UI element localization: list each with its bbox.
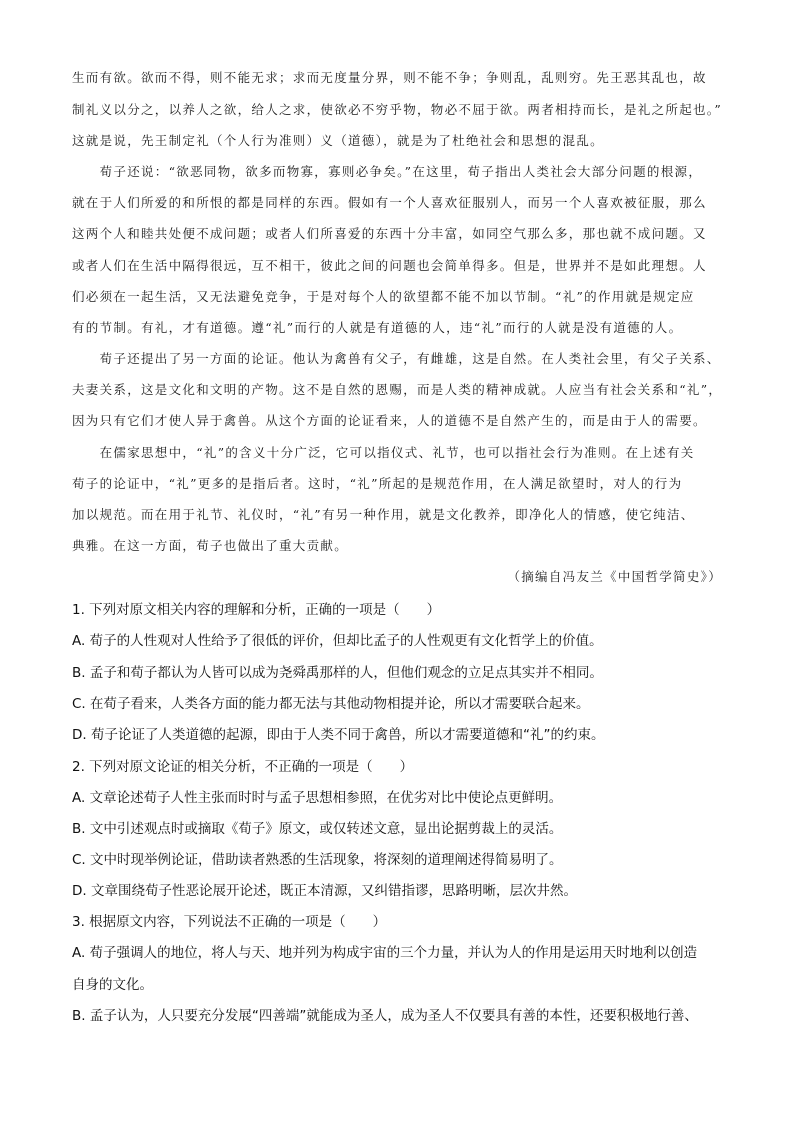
passage-line: 们必须在一起生活，又无法避免竞争，于是对每个人的欲望都不能不加以节制。“礼”的作用就是规定应 bbox=[72, 289, 695, 304]
passage-line: 制礼义以分之，以养人之欲，给人之求，使欲必不穷乎物，物必不屈于欲。两者相持而长，是礼之所起也。” bbox=[72, 102, 723, 117]
question-2-option-a[interactable]: A. 文章论述荀子人性主张而时时与孟子思想相参照，在优劣对比中使论点更鲜明。 bbox=[72, 790, 563, 806]
passage-line: 这就是说，先王制定礼（个人行为准则）义（道德），就是为了杜绝社会和思想的混乱。 bbox=[72, 133, 604, 148]
passage-line: 有的节制。有礼，才有道德。遵“礼”而行的人就是有道德的人，违“礼”而行的人就是没有道德的人。 bbox=[72, 320, 683, 335]
passage-line: 因为只有它们才使人异于禽兽。从这个方面的论证看来，人的道德不是自然产生的，而是由于人的需要。 bbox=[72, 413, 707, 428]
question-3-option-a-continued: 自身的文化。 bbox=[72, 977, 153, 993]
passage-line: 或者人们在生活中隔得很远，互不相干，彼此之间的问题也会简单得多。但是，世界并不是如此理想。人 bbox=[72, 258, 707, 273]
passage-line: 荀子还说：“欲恶同物，欲多而物寡，寡则必争矣。”在这里，荀子指出人类社会大部分问题的根源， bbox=[72, 164, 703, 179]
question-3-option-a[interactable]: A. 荀子强调人的地位，将人与天、地并列为构成宇宙的三个力量，并认为人的作用是运用天时地利以创造 bbox=[72, 945, 698, 961]
passage-source: （摘编自冯友兰《中国哲学简史》） bbox=[507, 569, 722, 584]
passage-line: 典雅。在这一方面，荀子也做出了重大贡献。 bbox=[72, 538, 349, 553]
question-1-option-b[interactable]: B. 孟子和荀子都认为人皆可以成为尧舜禹那样的人，但他们观念的立足点其实并不相同。 bbox=[72, 665, 603, 681]
question-3-stem: 3. 根据原文内容，下列说法不正确的一项是（ ） bbox=[72, 914, 387, 930]
passage-line: 这两个人和睦共处便不成问题；或者人们所喜爱的东西十分丰富，如同空气那么多，那也就不成问题。又 bbox=[72, 226, 707, 241]
passage-line: 生而有欲。欲而不得，则不能无求；求而无度量分界，则不能不争；争则乱，乱则穷。先王恶其乱也，故 bbox=[72, 70, 707, 85]
question-1-stem: 1. 下列对原文相关内容的理解和分析，正确的一项是（ ） bbox=[72, 602, 441, 618]
passage-line: 在儒家思想中，“礼”的含义十分广泛，它可以指仪式、礼节，也可以指社会行为准则。在上述有关 bbox=[72, 445, 695, 460]
passage-line: 夫妻关系，这是文化和文明的产物。这不是自然的恩赐，而是人类的精神成就。人应当有社会关系和“礼”， bbox=[72, 382, 723, 397]
question-1-option-d[interactable]: D. 荀子论证了人类道德的起源，即由于人类不同于禽兽，所以才需要道德和“礼”的约束。 bbox=[72, 727, 605, 743]
question-1-option-c[interactable]: C. 在荀子看来，人类各方面的能力都无法与其他动物相提并论，所以才需要联合起来。 bbox=[72, 696, 590, 712]
question-2-option-d[interactable]: D. 文章围绕荀子性恶论展开论述，既正本清源，又纠错指谬，思路明晰，层次井然。 bbox=[72, 883, 577, 899]
question-3-option-b[interactable]: B. 孟子认为，人只要充分发展“四善端”就能成为圣人，成为圣人不仅要具有善的本性，还要积极地行善、 bbox=[72, 1008, 698, 1024]
passage-line: 荀子的论证中，“礼”更多的是指后者。这时，“礼”所起的是规范作用，在人满足欲望时，对人的行为 bbox=[72, 476, 683, 491]
question-1-option-a[interactable]: A. 荀子的人性观对人性给予了很低的评价，但却比孟子的人性观更有文化哲学上的价值。 bbox=[72, 633, 603, 649]
passage-line: 荀子还提出了另一方面的论证。他认为禽兽有父子，有雌雄，这是自然。在人类社会里，有父子关系、 bbox=[72, 351, 721, 366]
passage-line: 就在于人们所爱的和所恨的都是同样的东西。假如有一个人喜欢征服别人，而另一个人喜欢被征服，那么 bbox=[72, 195, 707, 210]
question-2-option-c[interactable]: C. 文中时现举例论证，借助读者熟悉的生活现象，将深刻的道理阐述得简易明了。 bbox=[72, 852, 563, 868]
question-2-stem: 2. 下列对原文论证的相关分析，不正确的一项是（ ） bbox=[72, 759, 414, 775]
question-2-option-b[interactable]: B. 文中引述观点时或摘取《荀子》原文，或仅转述文意，显出论据剪裁上的灵活。 bbox=[72, 821, 563, 837]
passage-line: 加以规范。而在用于礼节、礼仪时，“礼”有另一种作用，就是文化教养，即净化人的情感，使它纯洁、 bbox=[72, 507, 695, 522]
